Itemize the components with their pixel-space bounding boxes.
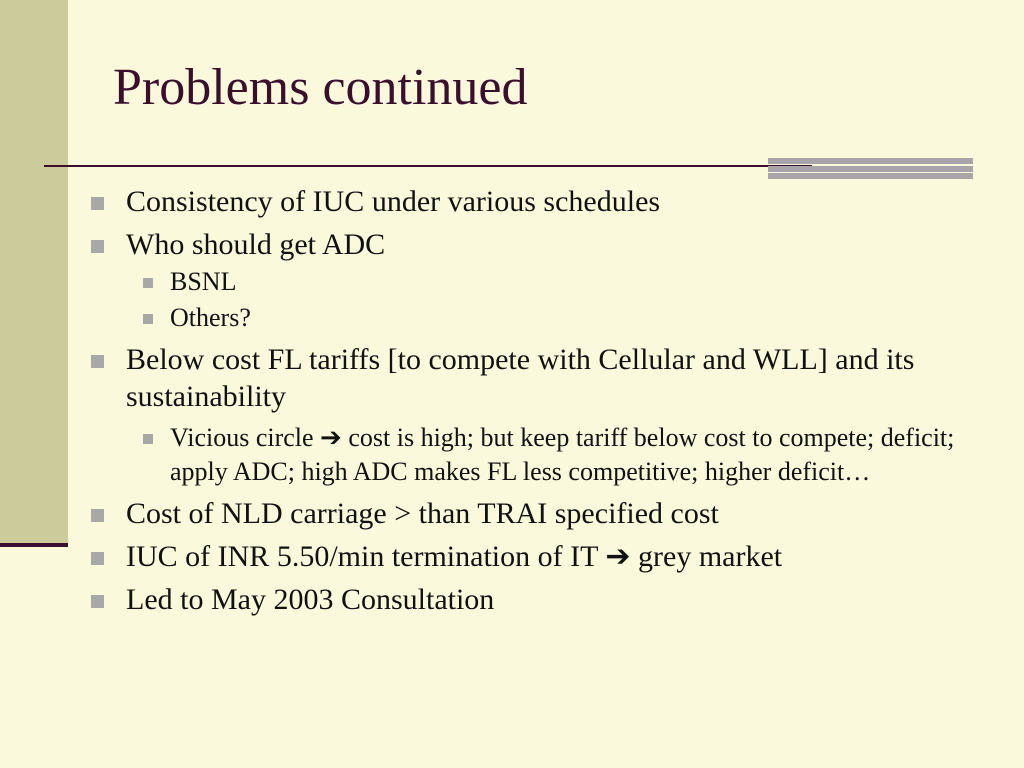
accent-bar xyxy=(768,166,973,172)
right-arrow-icon: ➔ xyxy=(320,423,342,452)
bullet-text: Below cost FL tariffs [to compete with Cellular and WLL] and its sustainability xyxy=(126,343,915,413)
square-bullet-icon xyxy=(91,355,104,368)
right-arrow-icon: ➔ xyxy=(605,540,631,573)
square-bullet-icon xyxy=(91,552,104,565)
square-bullet-icon xyxy=(91,509,104,522)
bullet-text: Who should get ADC xyxy=(126,228,386,261)
sub-bullet-text-end: cost is high; but keep tariff below cost to compete; deficit; apply ADC; high ADC makes FL less competitive; higher deficit… xyxy=(170,423,955,486)
sub-bullet-item xyxy=(86,265,986,299)
bullet-text: Consistency of IUC under various schedules xyxy=(126,185,661,218)
square-bullet-icon xyxy=(143,278,153,288)
left-accent-band xyxy=(0,0,68,545)
sub-bullet-item xyxy=(86,301,986,335)
bullet-item xyxy=(86,581,986,618)
sub-bullet-item xyxy=(86,421,986,489)
sub-bullet-text-start: Vicious circle xyxy=(170,423,321,452)
bullet-item xyxy=(86,341,986,415)
sub-bullet-text: Others? xyxy=(170,303,251,332)
bullet-text-start: IUC of INR 5.50/min termination of IT xyxy=(126,540,606,573)
square-bullet-icon xyxy=(143,314,153,324)
bullet-item xyxy=(86,226,986,263)
title-accent-bars xyxy=(768,158,973,179)
title-underline xyxy=(44,165,812,167)
slide-body xyxy=(86,183,986,618)
sub-bullet-text: BSNL xyxy=(170,267,237,296)
square-bullet-icon xyxy=(91,240,104,253)
bullet-item xyxy=(86,183,986,220)
bullet-item xyxy=(86,495,986,532)
bullet-text: Led to May 2003 Consultation xyxy=(126,583,495,616)
square-bullet-icon xyxy=(91,595,104,608)
accent-bar xyxy=(768,158,973,164)
slide-title: Problems continued xyxy=(113,59,528,116)
square-bullet-icon xyxy=(143,434,153,444)
bullet-item xyxy=(86,538,986,575)
bullet-text-end: grey market xyxy=(630,540,783,573)
left-band-rule xyxy=(0,543,68,547)
bullet-text: Cost of NLD carriage > than TRAI specified cost xyxy=(126,497,719,530)
accent-bar xyxy=(768,173,973,179)
square-bullet-icon xyxy=(91,197,104,210)
